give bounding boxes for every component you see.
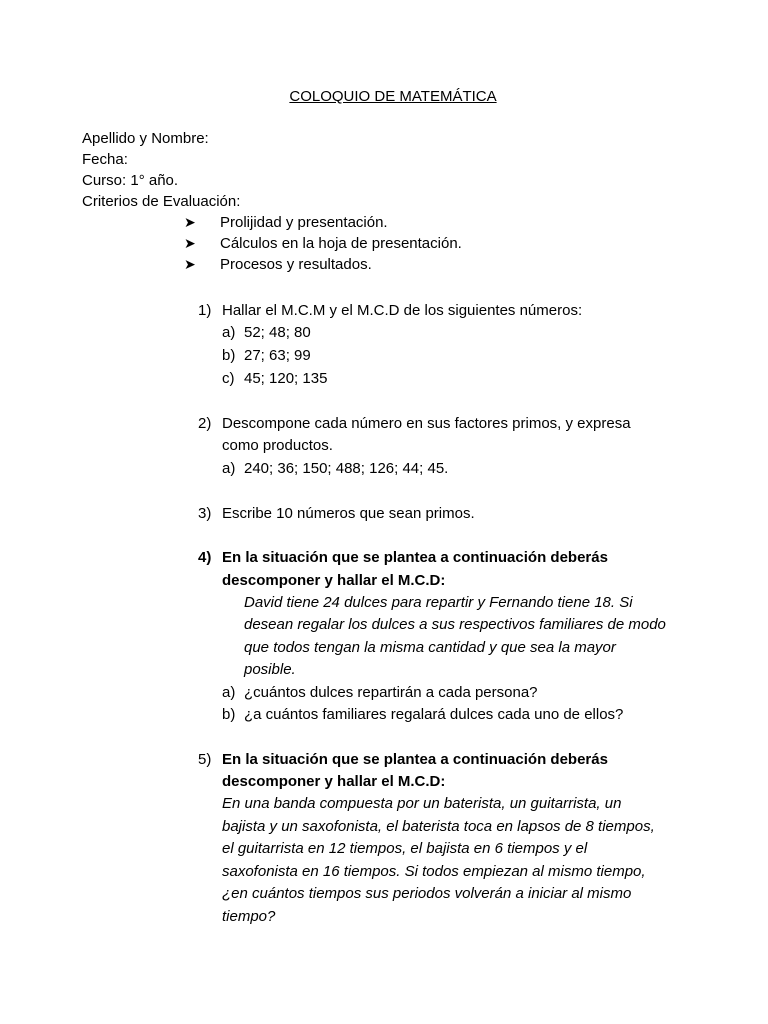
question-text: En la situación que se plantea a continuación deberás xyxy=(222,751,608,768)
question-text-continued: descomponer y hallar el M.C.D: xyxy=(222,773,446,790)
problem-statement-line: ¿en cuántos tiempos sus periodos volverán a iniciar al mismo xyxy=(222,885,632,902)
question-text: Hallar el M.C.M y el M.C.D de los siguientes números: xyxy=(222,302,583,319)
question-1 xyxy=(198,300,582,323)
question-text: En la situación que se plantea a continuación deberás xyxy=(222,549,608,566)
question-number: 2) xyxy=(198,415,212,432)
question-text-continued: descomponer y hallar el M.C.D: xyxy=(222,572,446,589)
question-text: Escribe 10 números que sean primos. xyxy=(222,505,475,522)
list-item: b) ¿a cuántos familiares regalará dulces cada uno de ellos? xyxy=(222,706,624,723)
question-number: 1) xyxy=(198,302,212,319)
course-label: Curso: 1° año. xyxy=(82,172,179,189)
list-item: a) 240; 36; 150; 488; 126; 44; 45. xyxy=(222,460,449,477)
date-label: Fecha: xyxy=(82,151,128,168)
list-item: a) 52; 48; 80 xyxy=(222,324,311,341)
question-3 xyxy=(198,503,475,526)
problem-statement-line: bajista y un saxofonista, el baterista toca en lapsos de 8 tiempos, xyxy=(222,818,655,835)
problem-statement-line: saxofonista en 16 tiempos. Si todos empiezan al mismo tiempo, xyxy=(222,863,646,880)
name-label: Apellido y Nombre: xyxy=(82,130,209,147)
criteria-item: ➤ Procesos y resultados. xyxy=(184,253,372,276)
criteria-item: ➤ Prolijidad y presentación. xyxy=(184,211,388,234)
question-text: Descompone cada número en sus factores primos, y expresa xyxy=(222,415,631,432)
question-5 xyxy=(198,749,608,772)
question-4 xyxy=(198,547,608,570)
page-title: COLOQUIO DE MATEMÁTICA xyxy=(289,88,497,105)
problem-statement-line: el guitarrista en 12 tiempos, el bajista en 6 tiempos y el xyxy=(222,840,588,857)
list-item: c) 45; 120; 135 xyxy=(222,370,328,387)
criteria-item: ➤ Cálculos en la hoja de presentación. xyxy=(184,232,462,255)
list-item: a) ¿cuántos dulces repartirán a cada persona? xyxy=(222,684,538,701)
problem-statement-line: que todos tengan la misma cantidad y que sea la mayor xyxy=(244,639,616,656)
arrow-bullet-icon: ➤ xyxy=(184,214,196,230)
question-number: 4) xyxy=(198,549,212,566)
arrow-bullet-icon: ➤ xyxy=(184,235,196,251)
question-2 xyxy=(198,413,631,436)
question-number: 5) xyxy=(198,751,212,768)
problem-statement-line: desean regalar los dulces a sus respectivos familiares de modo xyxy=(244,616,666,633)
problem-statement-line: David tiene 24 dulces para repartir y Fernando tiene 18. Si xyxy=(244,594,633,611)
problem-statement-line: posible. xyxy=(244,661,296,678)
problem-statement-line: En una banda compuesta por un baterista, un guitarrista, un xyxy=(222,795,622,812)
problem-statement-line: tiempo? xyxy=(222,908,276,925)
arrow-bullet-icon: ➤ xyxy=(184,256,196,272)
question-text-continued: como productos. xyxy=(222,437,333,454)
question-number: 3) xyxy=(198,505,212,522)
list-item: b) 27; 63; 99 xyxy=(222,347,311,364)
criteria-label: Criterios de Evaluación: xyxy=(82,193,241,210)
